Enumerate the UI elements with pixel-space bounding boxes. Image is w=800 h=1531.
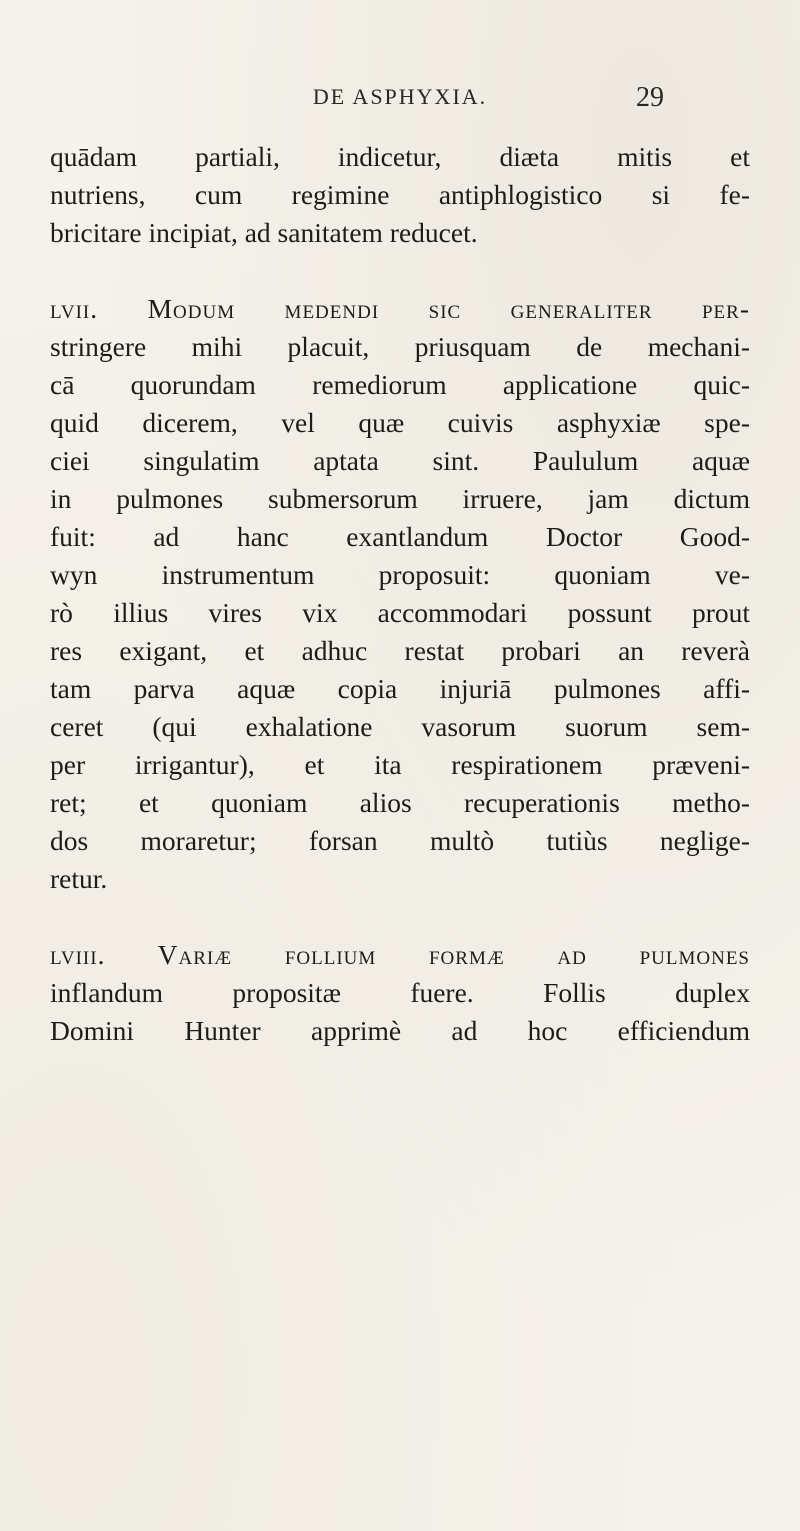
text-line: tam parva aquæ copia injuriā pulmones affi- [50,673,750,704]
text-line: quādam partiali, indicetur, diæta mitis et [50,141,750,172]
text-line: rò illius vires vix accommodari possunt prout [50,597,750,628]
text-line: Domini Hunter apprimè ad hoc efficiendum [50,1015,750,1046]
text-line: inflandum propositæ fuere. Follis duplex [50,977,750,1008]
section-line: lvii. Modum medendi sic generaliter per- [50,293,750,324]
text-line: ciei singulatim aptata sint. Paululum aquæ [50,445,750,476]
text-line: ceret (qui exhalatione vasorum suorum sem- [50,711,750,742]
text-line: fuit: ad hanc exantlandum Doctor Good- [50,521,750,552]
text-line: per irrigantur), et ita respirationem præveni- [50,749,750,780]
text-line: ret; et quoniam alios recuperationis metho- [50,787,750,818]
paragraph-3 [50,936,750,1050]
text-line: retur. [50,863,108,894]
paragraph-2 [50,290,750,898]
text-line: nutriens, cum regimine antiphlogistico si fe- [50,179,750,210]
body-text [50,138,750,1050]
text-line: wyn instrumentum proposuit: quoniam ve- [50,559,750,590]
page-header [0,80,800,120]
paragraph-gap [50,252,750,290]
running-head: DE ASPHYXIA. [312,84,488,109]
page-number: 29 [636,82,664,113]
paragraph-gap [50,898,750,936]
section-line: lviii. Variæ follium formæ ad pulmones [50,939,750,970]
text-line: in pulmones submersorum irruere, jam dictum [50,483,750,514]
paragraph-1 [50,138,750,252]
text-line: stringere mihi placuit, priusquam de mechani- [50,331,750,362]
text-line: quid dicerem, vel quæ cuivis asphyxiæ spe- [50,407,750,438]
text-line: bricitare incipiat, ad sanitatem reducet. [50,217,478,248]
text-line: dos moraretur; forsan multò tutiùs neglige- [50,825,750,856]
text-line: res exigant, et adhuc restat probari an reverà [50,635,750,666]
text-line: cā quorundam remediorum applicatione quic- [50,369,750,400]
